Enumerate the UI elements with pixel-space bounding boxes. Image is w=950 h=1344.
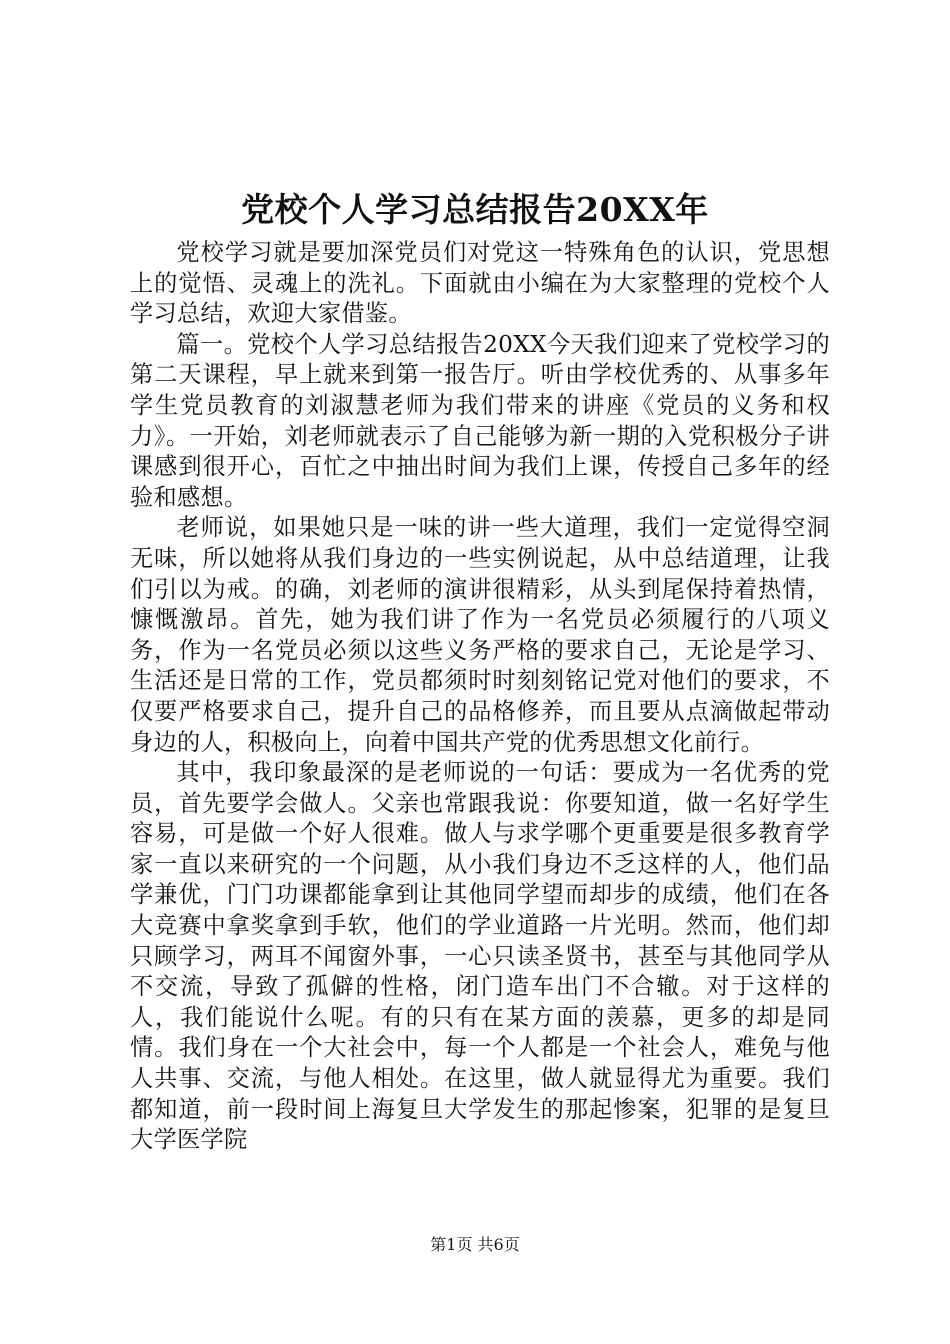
paragraph-part-one: 篇一。党校个人学习总结报告20XX今天我们迎来了党校学习的第二天课程，早上就来到第一报告厅。听由学校优秀的、从事多年学生党员教育的刘淑慧老师为我们带来的讲座《党员的义务和权力》。一开始，刘老师就表示了自己能够为新一期的入党积极分子讲课感到很开心，百忙之中抽出时间为我们上课，传授自己多年的经验和感想。 <box>130 330 830 511</box>
document-body <box>130 238 830 1156</box>
document-title: 党校个人学习总结报告20XX年 <box>241 190 709 229</box>
paragraph-impression: 其中，我印象最深的是老师说的一句话：要成为一名优秀的党员，首先要学会做人。父亲也常跟我说：你要知道，做一名好学生容易，可是做一个好人很难。做人与求学哪个更重要是很多教育学家一直以来研究的一个问题，从小我们身边不乏这样的人，他们品学兼优，门门功课都能拿到让其他同学望而却步的成绩，他们在各大竞赛中拿奖拿到手软，他们的学业道路一片光明。然而，他们却只顾学习，两耳不闻窗外事，一心只读圣贤书，甚至与其他同学从不交流，导致了孤僻的性格，闭门造车出门不合辙。对于这样的人，我们能说什么呢。有的只有在某方面的羡慕，更多的却是同情。我们身在一个大社会中，每一个人都是一个社会人，难免与他人共事、交流，与他人相处。在这里，做人就显得尤为重要。我们都知道，前一段时间上海复旦大学发生的那起惨案，犯罪的是复旦大学医学院 <box>130 759 830 1154</box>
paragraph-teacher: 老师说，如果她只是一味的讲一些大道理，我们一定觉得空洞无味，所以她将从我们身边的一些实例说起，从中总结道理，让我们引以为戒。的确，刘老师的演讲很精彩，从头到尾保持着热情，慷慨激昂。首先，她为我们讲了作为一名党员必须履行的八项义务，作为一名党员必须以这些义务严格的要求自己，无论是学习、生活还是日常的工作，党员都须时时刻刻铭记党对他们的要求，不仅要严格要求自己，提升自己的品格修养，而且要从点滴做起带动身边的人，积极向上，向着中国共产党的优秀思想文化前行。 <box>130 514 830 756</box>
page-footer: 第1页 共6页 <box>430 1235 520 1254</box>
paragraph-intro: 党校学习就是要加深党员们对党这一特殊角色的认识，党思想上的觉悟、灵魂上的洗礼。下面就由小编在为大家整理的党校个人学习总结，欢迎大家借鉴。 <box>130 239 830 328</box>
